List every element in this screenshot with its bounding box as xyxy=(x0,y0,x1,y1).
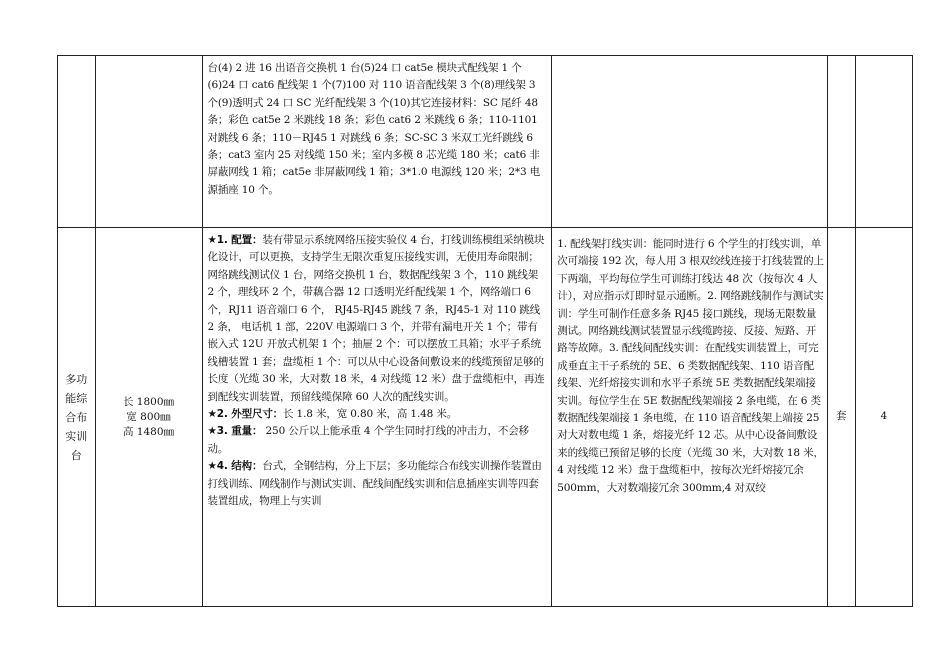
spec-heading: ★4. 结构： xyxy=(207,460,263,473)
function-cell xyxy=(552,56,828,228)
spec-text: 装有带显示系统网络压接实验仪 4 台，打线训练模组采纳模块化设计，可以更换，支持学生无限次重复压接线实训，无使用寿命限制；网络跳线测试仪 1 台，网络交换机 1 台，数据配线架 3 个，110 跳线架 2 个，理线环 2 个，带藕合器 12 口透明光纤配线架 1 个，网络端口 6 个，RJ11 语音端口 6 个， RJ45-RJ45 跳线 7 条，RJ45-1 对 110 跳线 2 条， 电话机 1 部，220V 电源端口 3 个，并带有漏电开关 1 个；带有嵌入式 12U 开放式机架 1 个；抽屉 2 个：可以摆放工具箱；水平子系统线槽装置 1 套；盘缆柜 1 个：可以从中心设备间敷设来的线缆预留足够的长度（光缆 30 米，大对数 18 米，4 对线缆 12 米）盘于盘缆柜中，再连到配线实训装置，预留线缆保障 60 人次的配线实训。 xyxy=(207,234,545,403)
spec-structure xyxy=(208,458,548,510)
spec-text: 台式，全钢结构，分上下层；多功能综合布线实训操作装置由打线训练、网线制作与测试实训、配线间配线实训和信息插座实训等四套装置组成，物理上与实训 xyxy=(207,460,542,508)
spec-paragraph: 台(4) 2 进 16 出语音交换机 1 台(5)24 口 cat5e 模块式配线架 1 个(6)24 口 cat6 配线架 1 个(7)100 对 110 语音配线架 3 个(8)理线架 3 个(9)透明式 24 口 SC 光纤配线架 3 个(10)其它连接材料：SC 尾纤 48 条；彩色 cat5e 2 米跳线 18 条；彩色 cat6 2 米跳线 6 条；110-1101 对跳线 6 条；110－RJ45 1 对跳线 6 条；SC-SC 3 米双工光纤跳线 6 条；cat3 室内 25 对线缆 150 米；室内多模 8 芯光缆 180 米；cat6 非屏蔽网线 1 箱；cat5e 非屏蔽网线 1 箱；3*1.0 电源线 120 米；2*3 电源插座 10 个。 xyxy=(207,62,541,196)
spec-size xyxy=(208,406,548,423)
spec-text: 长 1.8 米，宽 0.80 米，高 1.48 米。 xyxy=(283,408,458,421)
item-name-cell xyxy=(58,56,96,228)
unit-cell xyxy=(828,56,856,228)
item-name-cell: 多功能综合布实训台 xyxy=(58,228,96,607)
dimensions-cell xyxy=(95,228,202,607)
quantity-cell: 4 xyxy=(855,228,912,607)
dimension-width: 宽 800㎜ xyxy=(126,410,171,423)
table-row xyxy=(58,228,913,607)
spec-description-cell xyxy=(202,56,552,228)
spec-heading: ★2. 外型尺寸： xyxy=(207,408,284,421)
spec-heading: ★1. 配置： xyxy=(207,234,263,246)
dimensions-cell xyxy=(95,56,202,228)
function-cell: 1. 配线架打线实训：能同时进行 6 个学生的打线实训，单次可端接 192 次，每人用 3 根双绞线连接于打线装置的上下两端，平均每位学生可训练打线达 48 次（按每次 4 人计），对应指示灯即时显示通断。2. 网络跳线制作与测试实训：学生可制作任意多条 RJ45 接口跳线，现场无限数量测试。网络跳线测试装置显示线缆跨接、反接、短路、开路等故障。3. 配线间配线实训：在配线实训装置上，可完成垂直主干子系统的 5E、6 类数据配线架、110 语音配线架、光纤熔接实训和水平子系统 5E 类数据配线架端接实训。每位学生在 5E 数据配线架端接 2 条电缆，在 6 类数据配线架端接 1 条电缆，在 110 语音配线架上端接 25 对大对数电缆 1 条，熔接光纤 12 芯。从中心设备间敷设来的线缆已预留足够的长度（光缆 30 米，大对数 18 米，4 对线缆 12 米）盘于盘缆柜中，按每次光纤熔接冗余 500mm，大对数端接冗余 300mm,4 对双绞 xyxy=(552,228,828,607)
quantity-cell xyxy=(855,56,912,228)
spec-table xyxy=(57,55,913,607)
spec-heading: ★3. 重量： xyxy=(207,425,263,438)
spec-description-cell xyxy=(202,228,552,607)
dimension-length: 长 1800㎜ xyxy=(122,395,175,408)
unit-cell: 套 xyxy=(828,228,856,607)
spec-config xyxy=(208,232,548,406)
dimension-height: 高 1480㎜ xyxy=(122,425,175,438)
spec-text: 250 公斤以上能承重 4 个学生同时打线的冲击力，不会移动。 xyxy=(207,425,529,455)
table-row xyxy=(58,56,913,228)
spec-weight xyxy=(208,423,548,458)
